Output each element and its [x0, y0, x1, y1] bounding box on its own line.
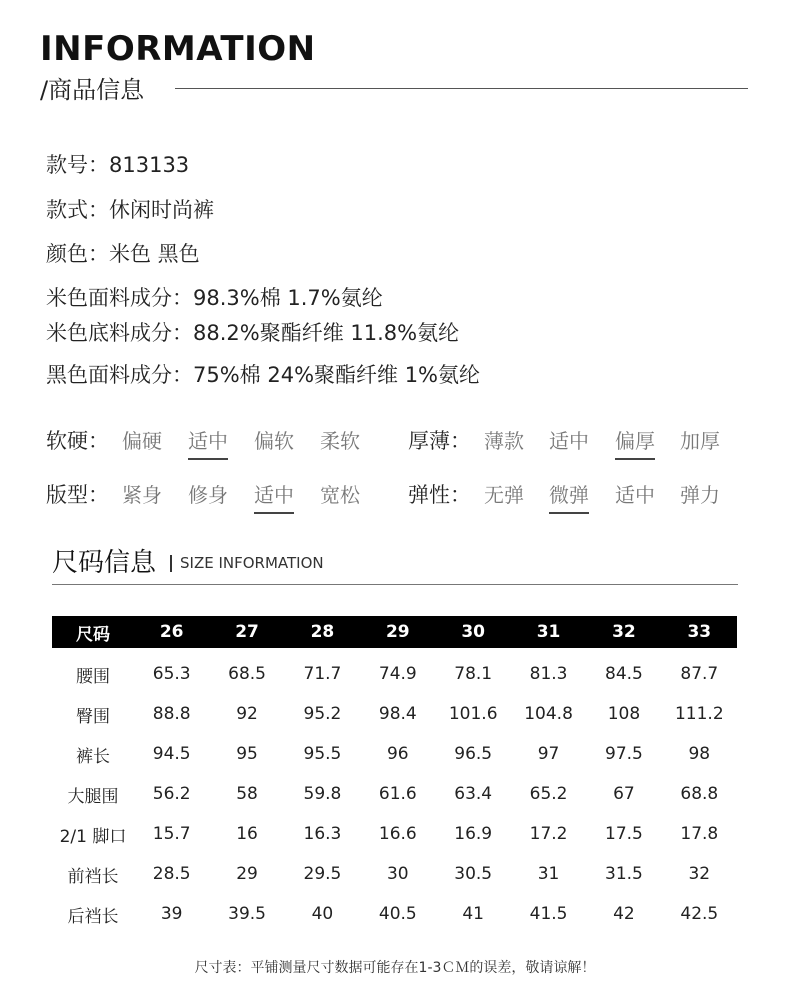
- table-cell: 40: [311, 904, 334, 924]
- table-row-thigh: [52, 774, 737, 814]
- table-cell: 96: [386, 744, 409, 764]
- table-cell: 95: [236, 744, 258, 764]
- table-cell: 56.2: [152, 784, 191, 804]
- table-cell: 65.2: [529, 784, 568, 804]
- table-cell: 111.2: [674, 704, 724, 724]
- attr-elasticity-label: 弹性：: [408, 483, 471, 507]
- attr-elasticity-option-4: 弹力: [680, 483, 720, 507]
- table-cell: 97: [537, 744, 560, 764]
- attr-softness-option-1: 偏硬: [122, 429, 162, 453]
- table-cell: 41.5: [529, 904, 568, 924]
- attr-thickness-label: 厚薄：: [408, 429, 471, 453]
- info-black-fabric: 黑色面料成分：75%棉 24%聚酯纤维 1%氨纶: [46, 363, 481, 387]
- table-cell: 104.8: [524, 704, 573, 724]
- table-cell: 16.6: [378, 824, 417, 844]
- size-title-separator: [170, 555, 172, 572]
- table-cell: 大腿围: [67, 786, 119, 807]
- table-cell: 30.5: [454, 864, 493, 884]
- attr-softness-option-4: 柔软: [320, 429, 360, 453]
- table-cell: 16.9: [454, 824, 493, 844]
- table-cell: 28.5: [152, 864, 191, 884]
- table-cell: 68.8: [680, 784, 719, 804]
- table-cell: 63.4: [454, 784, 493, 804]
- measurement-footnote: 尺寸表：平铺测量尺寸数据可能存在1-3ＣＭ的误差，敬请谅解！: [194, 960, 596, 976]
- table-cell: 16: [236, 824, 258, 844]
- attr-fit-option-1: 紧身: [122, 483, 162, 507]
- table-cell: 39.5: [228, 904, 266, 924]
- table-cell: 97.5: [605, 744, 643, 764]
- table-cell: 17.5: [605, 824, 643, 844]
- table-row-leg-opening: [52, 814, 737, 854]
- table-cell: 61.6: [378, 784, 417, 804]
- attr-fit-option-3: 适中: [254, 480, 294, 514]
- table-cell: 2/1 脚口: [59, 826, 127, 847]
- table-cell: 81.3: [529, 664, 568, 684]
- table-cell: 腰围: [76, 666, 110, 687]
- table-cell: 42: [613, 904, 635, 924]
- attr-thickness-option-1: 薄款: [484, 429, 524, 453]
- table-cell: 84.5: [605, 664, 643, 684]
- attr-thickness-option-4: 加厚: [680, 429, 720, 453]
- info-beige-lining: 米色底料成分：88.2%聚酯纤维 11.8%氨纶: [46, 321, 460, 345]
- table-cell: 68.5: [228, 664, 266, 684]
- table-cell: 15.7: [152, 824, 191, 844]
- table-cell: 40.5: [378, 904, 417, 924]
- header-cell-31: 31: [511, 616, 586, 648]
- table-cell: 58: [236, 784, 258, 804]
- table-cell: 31: [537, 864, 560, 884]
- size-section-title: 尺码信息: [52, 548, 157, 578]
- table-cell: 41: [462, 904, 484, 924]
- table-cell: 95.5: [303, 744, 342, 764]
- header-cell-33: 33: [662, 616, 737, 648]
- table-row-hip: [52, 694, 737, 734]
- attr-thickness-option-2: 适中: [549, 429, 589, 453]
- header-cell-size: 尺码: [52, 616, 134, 648]
- table-row-waist: [52, 648, 737, 694]
- table-cell: 65.3: [152, 664, 191, 684]
- header-cell-28: 28: [285, 616, 360, 648]
- table-cell: 裤长: [76, 746, 110, 767]
- title-english: INFORMATION: [40, 29, 316, 69]
- size-section-divider: [52, 584, 738, 585]
- table-cell: 98: [688, 744, 711, 764]
- table-cell: 17.8: [680, 824, 719, 844]
- table-cell: 42.5: [680, 904, 719, 924]
- title-divider: [175, 88, 748, 89]
- header-cell-30: 30: [436, 616, 511, 648]
- table-cell: 101.6: [448, 704, 498, 724]
- attr-softness-label: 软硬：: [46, 429, 109, 453]
- table-cell: 88.8: [152, 704, 191, 724]
- table-cell: 74.9: [378, 664, 417, 684]
- attr-fit-option-4: 宽松: [320, 483, 360, 507]
- attr-elasticity-option-3: 适中: [615, 483, 655, 507]
- table-cell: 前裆长: [67, 866, 119, 887]
- table-cell: 31.5: [605, 864, 643, 884]
- table-cell: 后裆长: [67, 906, 119, 927]
- table-cell: 108: [607, 704, 641, 724]
- size-table-header-row: [52, 616, 737, 648]
- table-cell: 78.1: [454, 664, 493, 684]
- header-cell-32: 32: [586, 616, 661, 648]
- table-cell: 32: [688, 864, 711, 884]
- attr-softness-option-3: 偏软: [254, 429, 294, 453]
- attribute-row-2: [46, 480, 746, 516]
- table-row-back-rise: [52, 894, 737, 934]
- attr-elasticity-option-2: 微弹: [549, 480, 589, 514]
- attr-softness-option-2: 适中: [188, 426, 228, 460]
- size-section-subtitle: SIZE INFORMATION: [180, 554, 324, 572]
- table-cell: 29: [236, 864, 258, 884]
- header-cell-29: 29: [360, 616, 435, 648]
- table-cell: 71.7: [303, 664, 342, 684]
- table-cell: 16.3: [303, 824, 342, 844]
- table-row-length: [52, 734, 737, 774]
- attr-thickness-option-3: 偏厚: [615, 426, 655, 460]
- table-cell: 98.4: [378, 704, 417, 724]
- table-cell: 29.5: [303, 864, 342, 884]
- table-cell: 67: [613, 784, 635, 804]
- size-table: [52, 616, 737, 934]
- info-beige-fabric: 米色面料成分：98.3%棉 1.7%氨纶: [46, 286, 383, 310]
- table-cell: 94.5: [152, 744, 191, 764]
- table-cell: 臀围: [76, 706, 110, 727]
- table-cell: 95.2: [303, 704, 342, 724]
- info-color: 颜色：米色 黑色: [46, 242, 200, 266]
- table-cell: 17.2: [529, 824, 568, 844]
- table-cell: 92: [236, 704, 258, 724]
- table-cell: 30: [386, 864, 409, 884]
- table-cell: 59.8: [303, 784, 342, 804]
- attribute-row-1: [46, 426, 746, 462]
- info-style: 款式：休闲时尚裤: [46, 198, 214, 222]
- table-cell: 87.7: [680, 664, 719, 684]
- attr-elasticity-option-1: 无弹: [484, 483, 524, 507]
- table-row-front-rise: [52, 854, 737, 894]
- title-chinese: /商品信息: [40, 76, 145, 104]
- header-cell-26: 26: [134, 616, 209, 648]
- table-cell: 96.5: [454, 744, 493, 764]
- attr-fit-label: 版型：: [46, 483, 109, 507]
- header-cell-27: 27: [209, 616, 284, 648]
- attr-fit-option-2: 修身: [188, 483, 228, 507]
- info-style-number: 款号：813133: [46, 153, 190, 177]
- table-cell: 39: [160, 904, 183, 924]
